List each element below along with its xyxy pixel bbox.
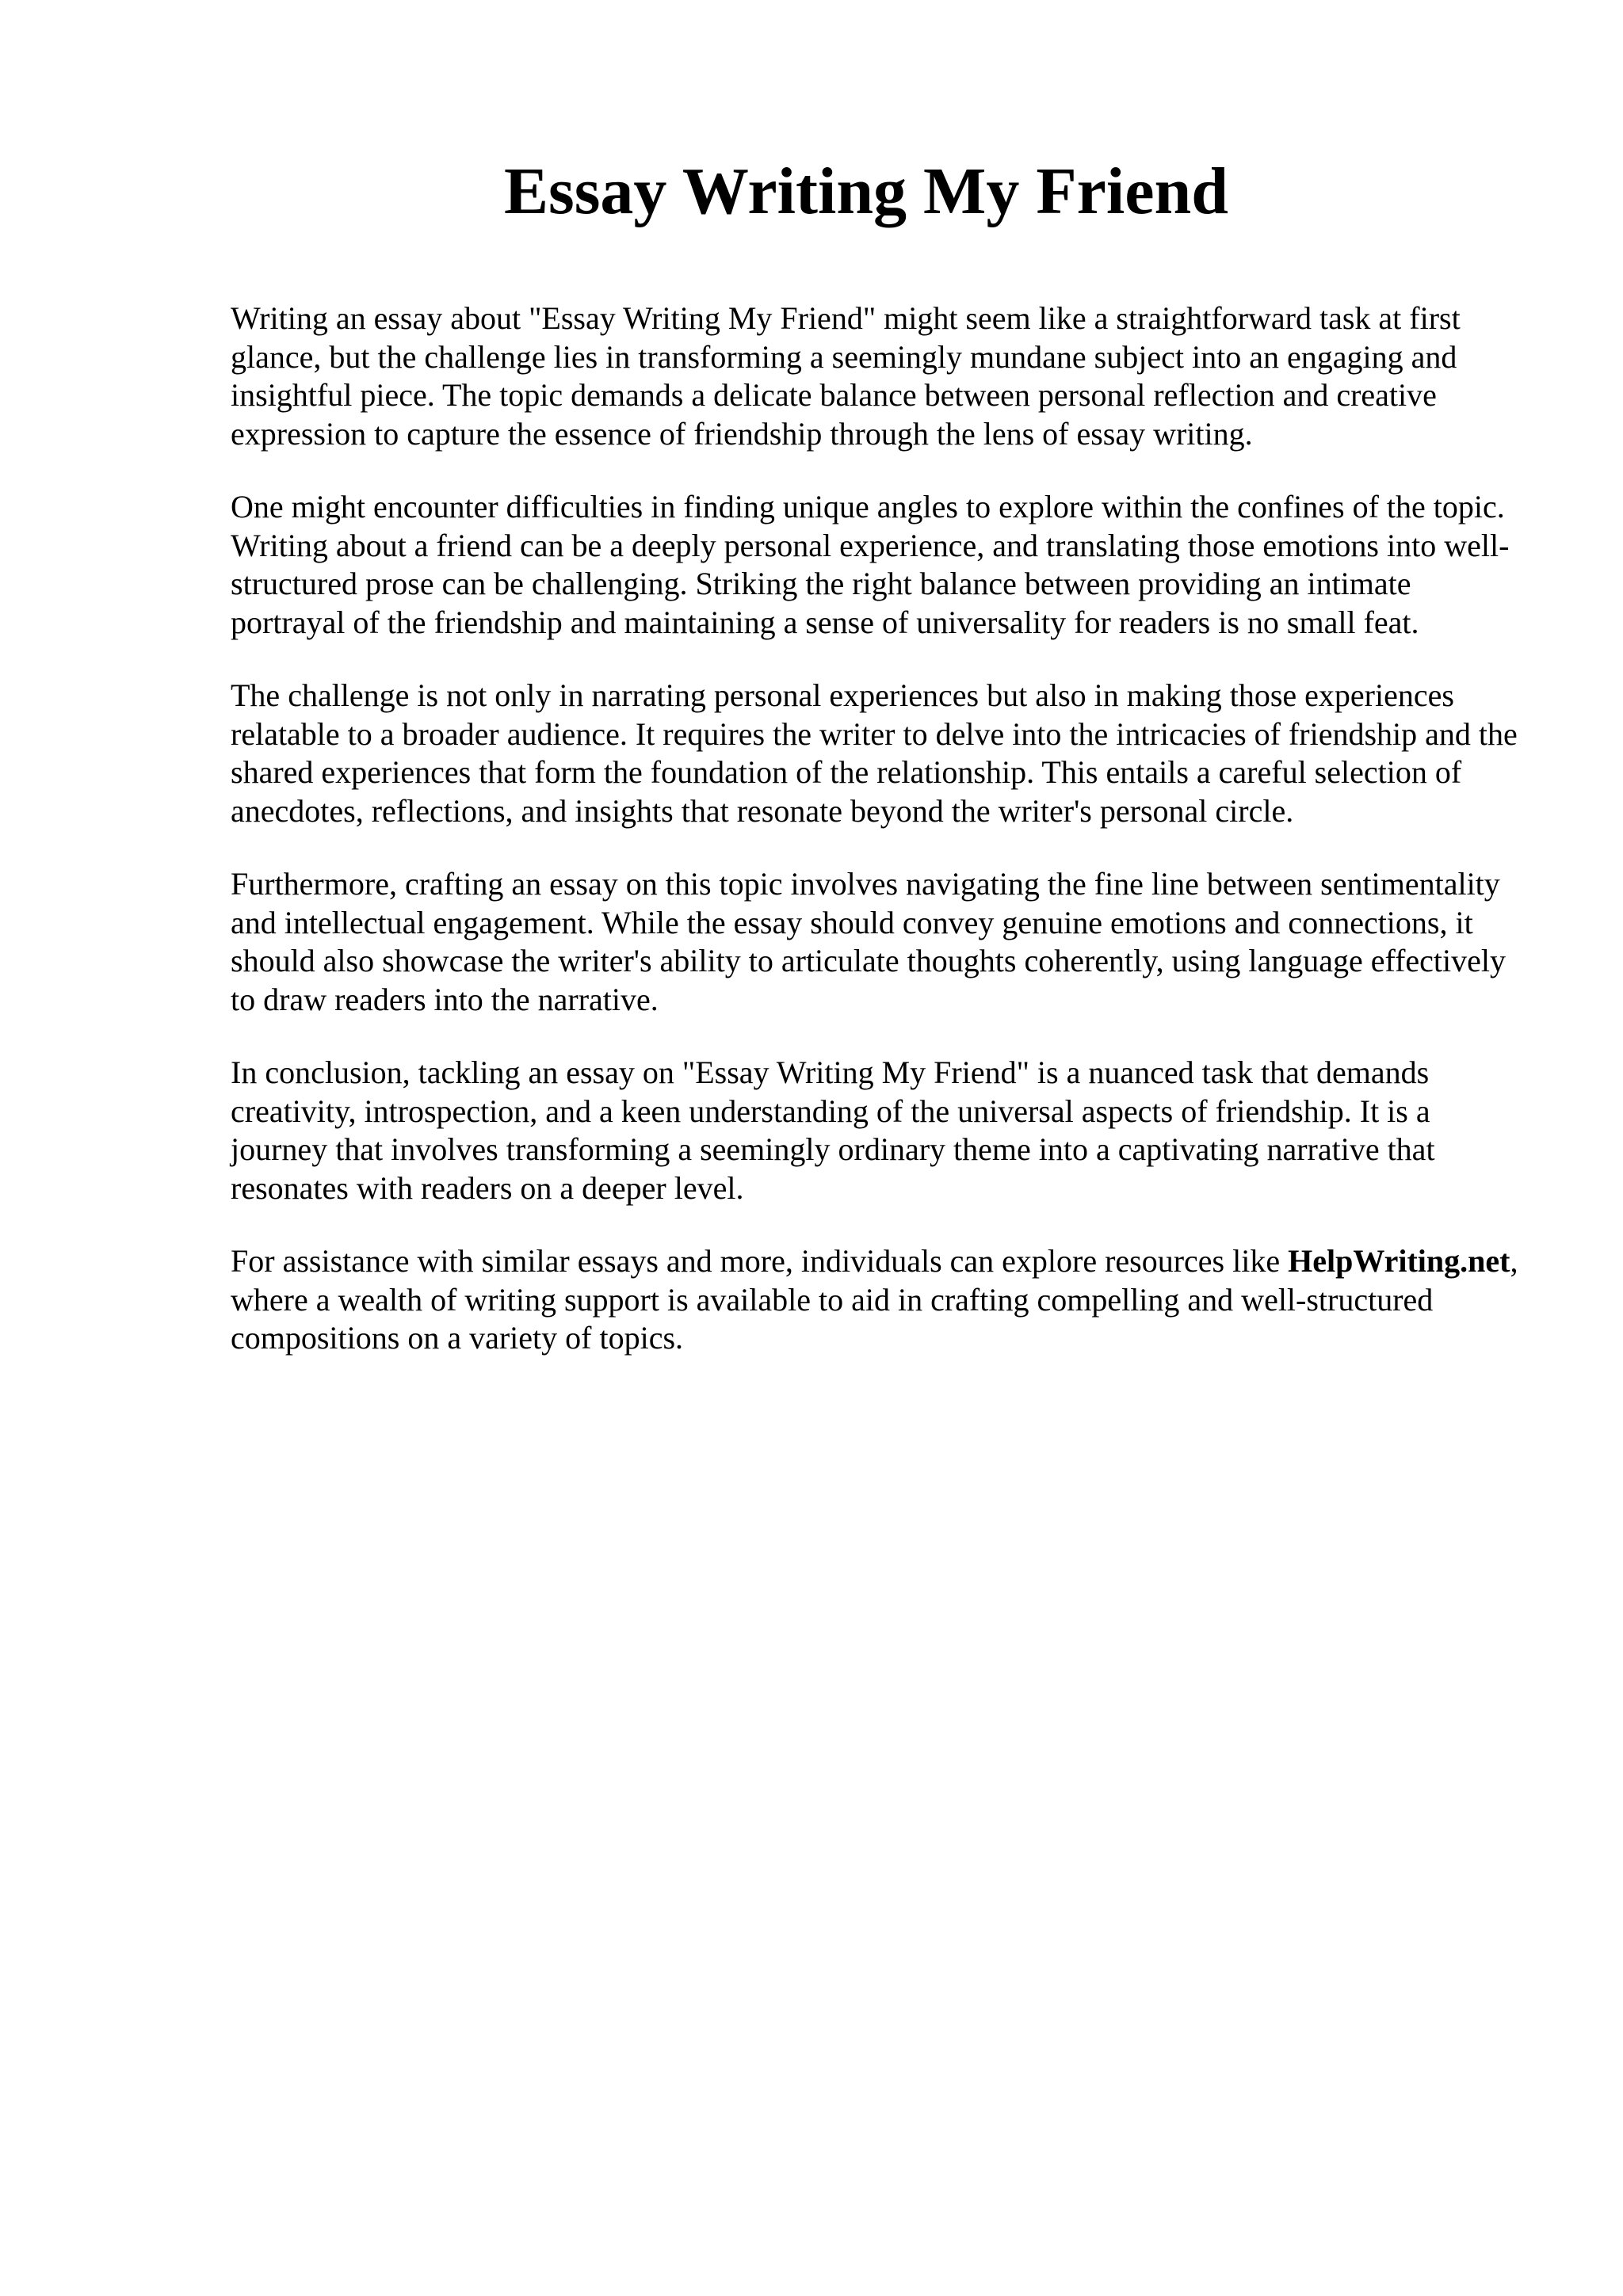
paragraph-3: The challenge is not only in narrating personal experiences but also in making those experiences relatable to a broader audience. It requires the writer to delve into the intricacies of friendship and the shared experiences that form the foundation of the relationship. This entails a careful selection of anecdotes, reflections, and insights that resonate beyond the writer's personal circle. [231, 677, 1518, 829]
helpwriting-link[interactable]: HelpWriting.net [1288, 1243, 1510, 1279]
page-title: Essay Writing My Friend [504, 154, 1228, 228]
paragraph-4: Furthermore, crafting an essay on this topic involves navigating the fine line between sentimentality and intellectual engagement. While the essay should convey genuine emotions and connections, it should also showcase the writer's ability to articulate thoughts coherently, using language effectively to draw readers into the narrative. [231, 866, 1506, 1017]
essay-body [231, 299, 1530, 1393]
paragraph-2: One might encounter difficulties in finding unique angles to explore within the confines of the topic. Writing about a friend can be a deeply personal experience, and translating those emotions into well-structured prose can be challenging. Striking the right balance between providing an intimate portrayal of the friendship and maintaining a sense of universality for readers is no small feat. [231, 489, 1510, 640]
paragraph-1: Writing an essay about "Essay Writing My Friend" might seem like a straightforward task at first glance, but the challenge lies in transforming a seemingly mundane subject into an engaging and insightful piece. The topic demands a delicate balance between personal reflection and creative expression to capture the essence of friendship through the lens of essay writing. [231, 300, 1461, 452]
closing-paragraph [231, 1242, 1530, 1358]
closing-text-before: For assistance with similar essays and more, individuals can explore resources like [231, 1243, 1289, 1279]
paragraph-5: In conclusion, tackling an essay on "Essay Writing My Friend" is a nuanced task that demands creativity, introspection, and a keen understanding of the universal aspects of friendship. It is a journey that involves transforming a seemingly ordinary theme into a captivating narrative that resonates with readers on a deeper level. [231, 1055, 1435, 1206]
closing-text-after: , where a wealth of writing support is available to aid in crafting compelling and well-structured compositions on a variety of topics. [231, 1243, 1518, 1356]
